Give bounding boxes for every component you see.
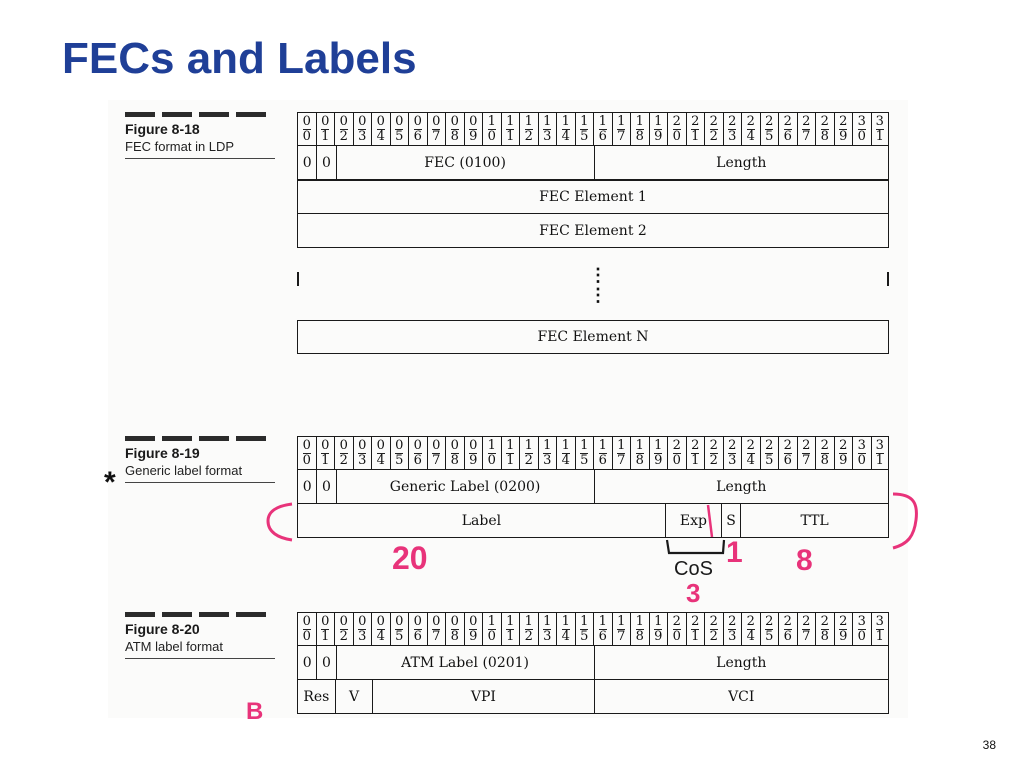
cos-note: CoS [674, 558, 713, 580]
bit-number: 1 5 [575, 436, 594, 470]
field-atm-label-0201: ATM Label (0201) [337, 646, 595, 679]
bit-number: 2 7 [797, 112, 816, 146]
label-bits-note: 20 [392, 540, 428, 576]
field-0: 0 [298, 646, 317, 679]
bit-number: 2 2 [704, 612, 723, 646]
bit-number: 2 4 [741, 112, 760, 146]
bit-number: 2 2 [704, 436, 723, 470]
bit-number: 1 9 [649, 612, 668, 646]
bit-number: 2 6 [778, 436, 797, 470]
bit-number: 1 3 [538, 436, 557, 470]
field-0: 0 [298, 470, 317, 503]
bit-number: 2 3 [723, 112, 742, 146]
bit-number: 0 0 [297, 436, 316, 470]
field-generic-label-0200: Generic Label (0200) [337, 470, 595, 503]
bit-number: 2 9 [834, 112, 853, 146]
bit-number: 2 8 [815, 112, 834, 146]
bit-number: 1 5 [575, 612, 594, 646]
bit-number: 1 7 [612, 436, 631, 470]
field-fec-0100: FEC (0100) [337, 146, 595, 179]
figure-number: Figure 8-19 [125, 445, 200, 461]
bit-number: 2 5 [760, 436, 779, 470]
bit-number: 0 8 [445, 112, 464, 146]
exp-tick [708, 505, 712, 537]
field-0: 0 [317, 146, 336, 179]
bit-number: 0 4 [371, 112, 390, 146]
bit-number: 2 5 [760, 612, 779, 646]
figure-caption: ATM label format [125, 638, 275, 659]
bit-number: 1 6 [593, 436, 612, 470]
field-length: Length [716, 478, 767, 495]
field-vci: VCI [728, 688, 755, 705]
bit-number: 2 4 [741, 436, 760, 470]
bit-number: 1 8 [630, 112, 649, 146]
bit-number: 0 2 [334, 112, 353, 146]
figure-number: Figure 8-20 [125, 621, 200, 637]
fec-ellipsis: ⋮ ⋮ [297, 248, 889, 320]
field-s: S [722, 504, 741, 537]
bit-number: 0 6 [408, 112, 427, 146]
bit-number: 2 0 [667, 612, 686, 646]
bit-number: 0 0 [297, 612, 316, 646]
star-marker: * [104, 466, 116, 499]
bit-number: 0 5 [390, 612, 409, 646]
bit-number: 3 0 [852, 436, 871, 470]
bit-number: 0 3 [353, 436, 372, 470]
left-bracket [268, 504, 292, 540]
bit-number: 3 1 [871, 612, 890, 646]
bit-number: 1 8 [630, 612, 649, 646]
bit-number: 3 0 [852, 112, 871, 146]
right-bracket [893, 494, 916, 548]
field-exp: Exp [666, 504, 722, 537]
bit-number: 1 5 [575, 112, 594, 146]
exp-brace [667, 540, 724, 553]
bit-number: 0 3 [353, 612, 372, 646]
bit-number: 0 6 [408, 612, 427, 646]
bit-number: 2 3 [723, 612, 742, 646]
field-0: 0 [317, 646, 336, 679]
bit-number: 1 3 [538, 612, 557, 646]
bit-number: 2 7 [797, 612, 816, 646]
bit-number: 2 6 [778, 112, 797, 146]
bit-number: 1 9 [649, 436, 668, 470]
bit-number: 1 6 [593, 612, 612, 646]
bit-number: 1 7 [612, 612, 631, 646]
bit-number: 1 0 [482, 436, 501, 470]
bit-number: 3 1 [871, 112, 890, 146]
bit-number: 1 2 [519, 112, 538, 146]
bit-number: 2 9 [834, 612, 853, 646]
exp-bits-note: 3 [686, 578, 701, 608]
bit-number: 0 1 [316, 612, 335, 646]
field-fec-element-1: FEC Element 1 [539, 189, 647, 205]
bit-number: 1 0 [482, 112, 501, 146]
field-res: Res [298, 680, 336, 713]
bit-number: 0 6 [408, 436, 427, 470]
bit-number: 0 2 [334, 436, 353, 470]
bit-number: 3 0 [852, 612, 871, 646]
bit-number: 1 1 [501, 612, 520, 646]
field-length: Length [716, 154, 767, 171]
bit-number: 1 6 [593, 112, 612, 146]
bit-number: 1 4 [556, 112, 575, 146]
page-number: 38 [982, 738, 996, 752]
bit-number: 1 2 [519, 612, 538, 646]
field-0: 0 [298, 146, 317, 179]
bit-number: 0 8 [445, 612, 464, 646]
bit-number: 2 0 [667, 436, 686, 470]
bit-number: 2 8 [815, 612, 834, 646]
bit-number: 1 8 [630, 436, 649, 470]
bit-number: 2 5 [760, 112, 779, 146]
bit-number: 2 6 [778, 612, 797, 646]
bit-number: 0 2 [334, 612, 353, 646]
bit-number: 2 3 [723, 436, 742, 470]
atm-note: B [246, 698, 264, 725]
bit-number: 3 1 [871, 436, 890, 470]
bit-number: 1 3 [538, 112, 557, 146]
bit-number: 2 1 [686, 436, 705, 470]
figure-caption: Generic label format [125, 462, 275, 483]
bit-number: 0 5 [390, 112, 409, 146]
bit-number: 2 7 [797, 436, 816, 470]
slide-title: FECs and Labels [62, 34, 417, 83]
ttl-bits-note: 8 [796, 544, 813, 577]
bit-number: 0 7 [427, 436, 446, 470]
bit-number: 0 8 [445, 436, 464, 470]
bit-number: 2 4 [741, 612, 760, 646]
field-ttl: TTL [800, 512, 829, 529]
field-v: V [336, 680, 374, 713]
bit-number: 0 0 [297, 112, 316, 146]
bit-number: 1 7 [612, 112, 631, 146]
field-fec-element-n: FEC Element N [537, 329, 649, 345]
bit-number: 0 5 [390, 436, 409, 470]
bit-number: 2 1 [686, 612, 705, 646]
bit-number: 1 4 [556, 612, 575, 646]
bit-number: 0 3 [353, 112, 372, 146]
field-fec-element-2: FEC Element 2 [539, 222, 647, 239]
bit-number: 0 4 [371, 436, 390, 470]
field-length: Length [716, 654, 767, 671]
field-0: 0 [317, 470, 336, 503]
bit-number: 1 9 [649, 112, 668, 146]
bit-number: 1 0 [482, 612, 501, 646]
figure-number: Figure 8-18 [125, 121, 200, 137]
bit-number: 0 7 [427, 112, 446, 146]
bit-number: 1 1 [501, 436, 520, 470]
s-bits-note: 1 [726, 536, 743, 569]
bit-number: 2 1 [686, 112, 705, 146]
bit-number: 0 9 [464, 112, 483, 146]
bit-number: 0 9 [464, 436, 483, 470]
field-label: Label [298, 504, 666, 537]
bit-number: 2 9 [834, 436, 853, 470]
figure-caption: FEC format in LDP [125, 138, 275, 159]
bit-number: 1 2 [519, 436, 538, 470]
bit-number: 0 4 [371, 612, 390, 646]
bit-number: 0 1 [316, 112, 335, 146]
bit-number: 2 0 [667, 112, 686, 146]
bit-number: 2 8 [815, 436, 834, 470]
bit-number: 0 9 [464, 612, 483, 646]
bit-number: 1 4 [556, 436, 575, 470]
field-vpi: VPI [373, 680, 594, 713]
bit-number: 0 1 [316, 436, 335, 470]
bit-number: 2 2 [704, 112, 723, 146]
bit-number: 0 7 [427, 612, 446, 646]
bit-number: 1 1 [501, 112, 520, 146]
